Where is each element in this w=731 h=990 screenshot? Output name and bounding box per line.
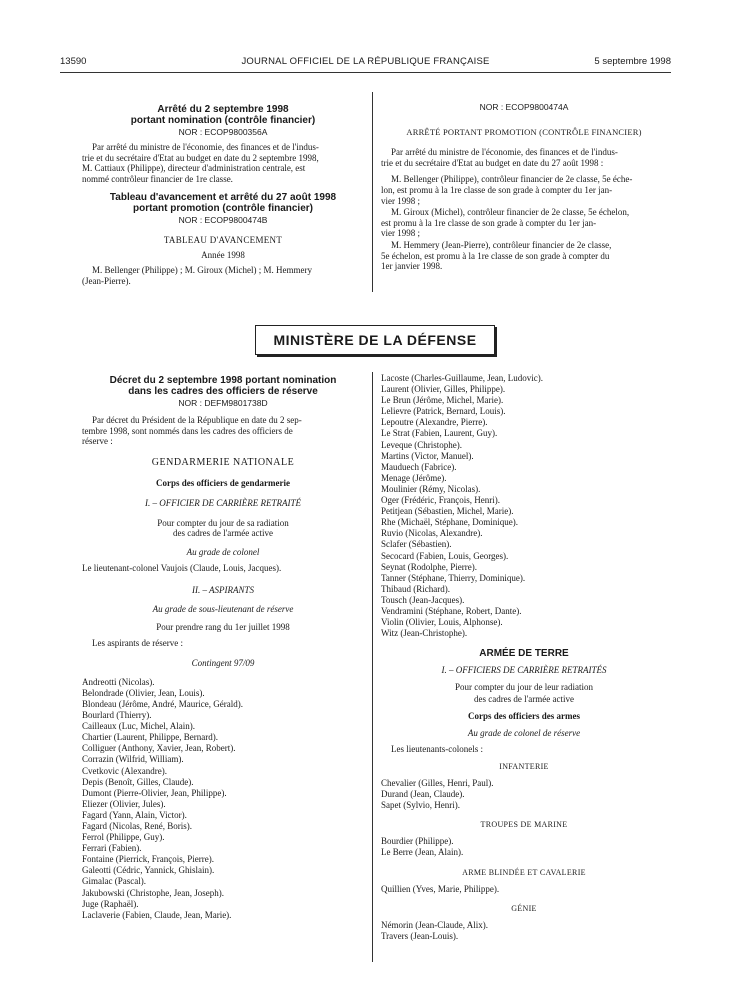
tableau-nor: NOR : ECOP9800474B	[178, 215, 268, 226]
list-item: Eliezer (Olivier, Jules).	[82, 798, 166, 809]
aspirants-list	[82, 677, 364, 921]
page-number: 13590	[60, 56, 87, 67]
infanterie-heading: INFANTERIE	[499, 761, 549, 771]
gendarmerie-heading: GENDARMERIE NATIONALE	[151, 457, 295, 469]
pour-compter-line1: Pour compter du jour de leur radiation	[455, 682, 593, 693]
header-rule	[60, 72, 671, 73]
arrete2-heading: ARRÊTÉ PORTANT PROMOTION (CONTRÔLE FINANCIER)	[406, 126, 642, 137]
tableau-title-line1: Tableau d'avancement et arrêté du 27 août 1998	[109, 192, 337, 204]
top-left-column	[82, 104, 364, 286]
corps-armes-heading: Corps des officiers des armes	[468, 710, 580, 721]
arrete2-line: M. Giroux (Michel), contrôleur financier de 2e classe, 5e échelon,	[391, 207, 630, 218]
arrete1-title-line2: portant nomination (contrôle financier)	[130, 115, 316, 126]
decret-line: Par décret du Président de la République en date du 2 sep-	[92, 414, 302, 425]
list-item: Belondrade (Olivier, Jean, Louis).	[82, 687, 205, 698]
decret-title-line2: dans les cadres des officiers de réserve	[128, 386, 318, 397]
pour-compter	[82, 518, 364, 540]
marine-list	[381, 836, 667, 858]
list-item: Lacoste (Charles-Guillaume, Jean, Ludovic).	[381, 373, 543, 383]
decret-line: tembre 1998, sont nommés dans les cadres des officiers de	[82, 425, 293, 436]
list-item: Lelievre (Patrick, Bernard, Louis).	[381, 406, 506, 417]
arrete1-line: trie et du secrétaire d'Etat au budget en date du 2 septembre 1998,	[82, 152, 319, 163]
tableau-line: M. Bellenger (Philippe) ; M. Giroux (Michel) ; M. Hemmery	[92, 265, 312, 276]
bottom-right-column	[381, 373, 667, 942]
troupes-marine-heading: TROUPES DE MARINE	[480, 820, 568, 830]
list-item: Seynat (Rodolphe, Pierre).	[381, 561, 477, 572]
arrete1-line: M. Cattiaux (Philippe), directeur d'administration centrale, est	[82, 163, 306, 174]
list-item: Mauduech (Fabrice).	[381, 461, 457, 472]
list-item: Blondeau (Jérôme, André, Maurice, Gérald).	[82, 698, 243, 709]
list-item: Chartier (Laurent, Philippe, Bernard).	[82, 732, 218, 743]
list-item: Tousch (Jean-Jacques).	[381, 594, 465, 605]
list-item: Witz (Jean-Christophe).	[381, 628, 468, 639]
arrete2-line: 5e échelon, est promu à la 1re classe de son grade à compter du	[381, 250, 610, 261]
abc-list	[381, 884, 667, 895]
list-item: Moulinier (Rémy, Nicolas).	[381, 483, 481, 494]
page-header	[60, 56, 671, 70]
grade-colonel: Au grade de colonel	[186, 547, 260, 558]
genie-heading: GÉNIE	[511, 903, 537, 913]
list-item: Ferrari (Fabien).	[82, 843, 142, 854]
column-divider-top	[372, 92, 373, 292]
list-item: Fontaine (Pierrick, François, Pierre).	[82, 854, 214, 865]
list-item: Thibaud (Richard).	[381, 583, 450, 594]
arrete2-line: vier 1998 ;	[381, 195, 420, 206]
arrete1-body	[82, 142, 364, 184]
list-item: Bourdier (Philippe).	[381, 836, 454, 847]
list-item: Le Berre (Jean, Alain).	[381, 847, 464, 858]
list-item: Fagard (Yann, Alain, Victor).	[82, 809, 187, 820]
list-item: Secocard (Fabien, Louis, Georges).	[381, 550, 509, 561]
grade-sous-lieutenant: Au grade de sous-lieutenant de réserve	[152, 603, 294, 614]
list-item: Petitjean (Sébastien, Michel, Marie).	[381, 506, 514, 517]
list-item: Martins (Victor, Manuel).	[381, 450, 474, 461]
list-item: Sapet (Sylvio, Henri).	[381, 800, 460, 811]
list-item: Tanner (Stéphane, Thierry, Dominique).	[381, 572, 526, 583]
column-divider-bottom	[372, 372, 373, 962]
list-item: Chevalier (Gilles, Henri, Paul).	[381, 778, 494, 788]
annee: Année 1998	[201, 249, 245, 260]
list-item: Rhe (Michaël, Stéphane, Dominique).	[381, 517, 518, 528]
list-item: Corrazin (Wilfrid, William).	[82, 754, 184, 765]
arrete2-intro	[381, 147, 667, 168]
arrete2-line: 1er janvier 1998.	[381, 261, 443, 272]
list-item: Ferrol (Philippe, Guy).	[82, 832, 165, 843]
arrete1-nor: NOR : ECOP9800356A	[178, 127, 268, 137]
list-item: Oger (Frédéric, François, Henri).	[381, 495, 500, 506]
pour-compter-line1: Pour compter du jour de sa radiation	[157, 517, 289, 528]
decret-nor: NOR : DEFM9801738D	[178, 398, 268, 408]
arrete2-line: trie et du secrétaire d'Etat au budget en date du 27 août 1998 :	[381, 157, 604, 168]
list-item: Le Brun (Jérôme, Michel, Marie).	[381, 395, 504, 406]
arrete2-nor: NOR : ECOP9800474A	[479, 102, 569, 112]
lt-colonels-intro: Les lieutenants-colonels :	[391, 743, 483, 754]
genie-list	[381, 920, 667, 942]
list-item: Sclafer (Sébastien).	[381, 539, 452, 550]
promotion-giroux	[381, 207, 667, 239]
list-item: Quillien (Yves, Marie, Philippe).	[381, 883, 500, 894]
list-item: Laclaverie (Fabien, Claude, Jean, Marie).	[82, 909, 232, 920]
grade-colonel-reserve: Au grade de colonel de réserve	[467, 727, 581, 738]
tableau-heading: TABLEAU D'AVANCEMENT	[163, 234, 283, 245]
ministry-banner: MINISTÈRE DE LA DÉFENSE	[255, 325, 495, 355]
prendre-rang: Pour prendre rang du 1er juillet 1998	[156, 622, 290, 633]
pour-compter-line2: des cadres de l'armée active	[172, 528, 274, 539]
pour-compter-line2: des cadres de l'armée active	[473, 693, 575, 704]
list-item: Depis (Benoît, Gilles, Claude).	[82, 776, 194, 787]
arrete2-line: M. Hemmery (Jean-Pierre), contrôleur financier de 2e classe,	[391, 239, 612, 250]
arrete1-title	[82, 104, 364, 126]
arrete2-line: lon, est promu à la 1re classe de son grade à compter du 1er jan-	[381, 184, 613, 195]
decret-title-line1: Décret du 2 septembre 1998 portant nomination	[109, 375, 337, 386]
list-item: Cailleaux (Luc, Michel, Alain).	[82, 721, 195, 732]
armee-terre-heading: ARMÉE DE TERRE	[479, 648, 569, 660]
top-right-column	[381, 102, 667, 272]
aspirants-list-continued	[381, 373, 667, 639]
list-item: Jakubowski (Christophe, Jean, Joseph).	[82, 887, 224, 898]
list-item: Violin (Olivier, Louis, Alphonse).	[381, 617, 503, 628]
pour-compter-armee	[381, 682, 667, 704]
abc-heading: ARME BLINDÉE ET CAVALERIE	[462, 867, 586, 877]
arrete2-line: M. Bellenger (Philippe), contrôleur financier de 2e classe, 5e éche-	[391, 174, 633, 185]
list-item: Travers (Jean-Louis).	[381, 930, 459, 941]
list-item: Laurent (Olivier, Gilles, Philippe).	[381, 384, 506, 395]
list-item: Andreotti (Nicolas).	[82, 676, 155, 687]
tableau-title-line2: portant promotion (contrôle financier)	[133, 203, 313, 215]
bottom-left-column	[82, 375, 364, 921]
tableau-body	[82, 265, 364, 286]
promotion-bellenger	[381, 174, 667, 206]
list-item: Ruvio (Nicolas, Alexandre).	[381, 528, 483, 539]
tableau-line: (Jean-Pierre).	[82, 275, 131, 286]
section-officiers-retraites: I. – OFFICIERS DE CARRIÈRE RETRAITÉS	[441, 665, 607, 676]
list-item: Némorin (Jean-Claude, Alix).	[381, 919, 488, 930]
arrete2-line: vier 1998 ;	[381, 228, 420, 239]
section-aspirants: II. – ASPIRANTS	[191, 584, 255, 595]
decret-line: réserve :	[82, 436, 113, 447]
tableau-title	[82, 192, 364, 214]
list-item: Juge (Raphaël).	[82, 898, 139, 909]
list-item: Dumont (Pierre-Olivier, Jean, Philippe).	[82, 787, 227, 798]
lt-colonel-vaujois: Le lieutenant-colonel Vaujois (Claude, Louis, Jacques).	[82, 562, 282, 573]
list-item: Menage (Jérôme).	[381, 472, 447, 483]
contingent: Contingent 97/09	[191, 657, 255, 668]
list-item: Vendramini (Stéphane, Robert, Dante).	[381, 605, 522, 616]
list-item: Colliguer (Anthony, Xavier, Jean, Robert).	[82, 743, 236, 754]
journal-title: JOURNAL OFFICIEL DE LA RÉPUBLIQUE FRANÇAISE	[241, 56, 490, 67]
arrete1-line: Par arrêté du ministre de l'économie, des finances et de l'indus-	[92, 142, 319, 153]
arrete2-line: Par arrêté du ministre de l'économie, des finances et de l'indus-	[391, 147, 618, 158]
list-item: Cvetkovic (Alexandre).	[82, 765, 167, 776]
list-item: Fagard (Nicolas, René, Boris).	[82, 820, 192, 831]
list-item: Durand (Jean, Claude).	[381, 789, 465, 800]
aspirants-intro: Les aspirants de réserve :	[92, 638, 183, 649]
section-officier-retraite: I. – OFFICIER DE CARRIÈRE RETRAITÉ	[145, 497, 301, 508]
corps-heading: Corps des officiers de gendarmerie	[156, 477, 290, 488]
list-item: Bourlard (Thierry).	[82, 710, 152, 721]
promotion-hemmery	[381, 240, 667, 272]
infanterie-list	[381, 778, 667, 811]
list-item: Lepoutre (Alexandre, Pierre).	[381, 417, 488, 428]
arrete1-line: nommé contrôleur financier de 1re classe.	[82, 173, 233, 184]
list-item: Leveque (Christophe).	[381, 439, 462, 450]
issue-date: 5 septembre 1998	[594, 56, 671, 67]
list-item: Galeotti (Cédric, Yannick, Ghislain).	[82, 865, 215, 876]
list-item: Le Strat (Fabien, Laurent, Guy).	[381, 428, 498, 439]
decret-title	[82, 375, 364, 397]
decret-intro	[82, 415, 364, 447]
arrete1-title-line1: Arrêté du 2 septembre 1998	[157, 104, 289, 115]
arrete2-line: est promu à la 1re classe de son grade à compter du 1er jan-	[381, 217, 597, 228]
list-item: Gimalac (Pascal).	[82, 876, 146, 887]
